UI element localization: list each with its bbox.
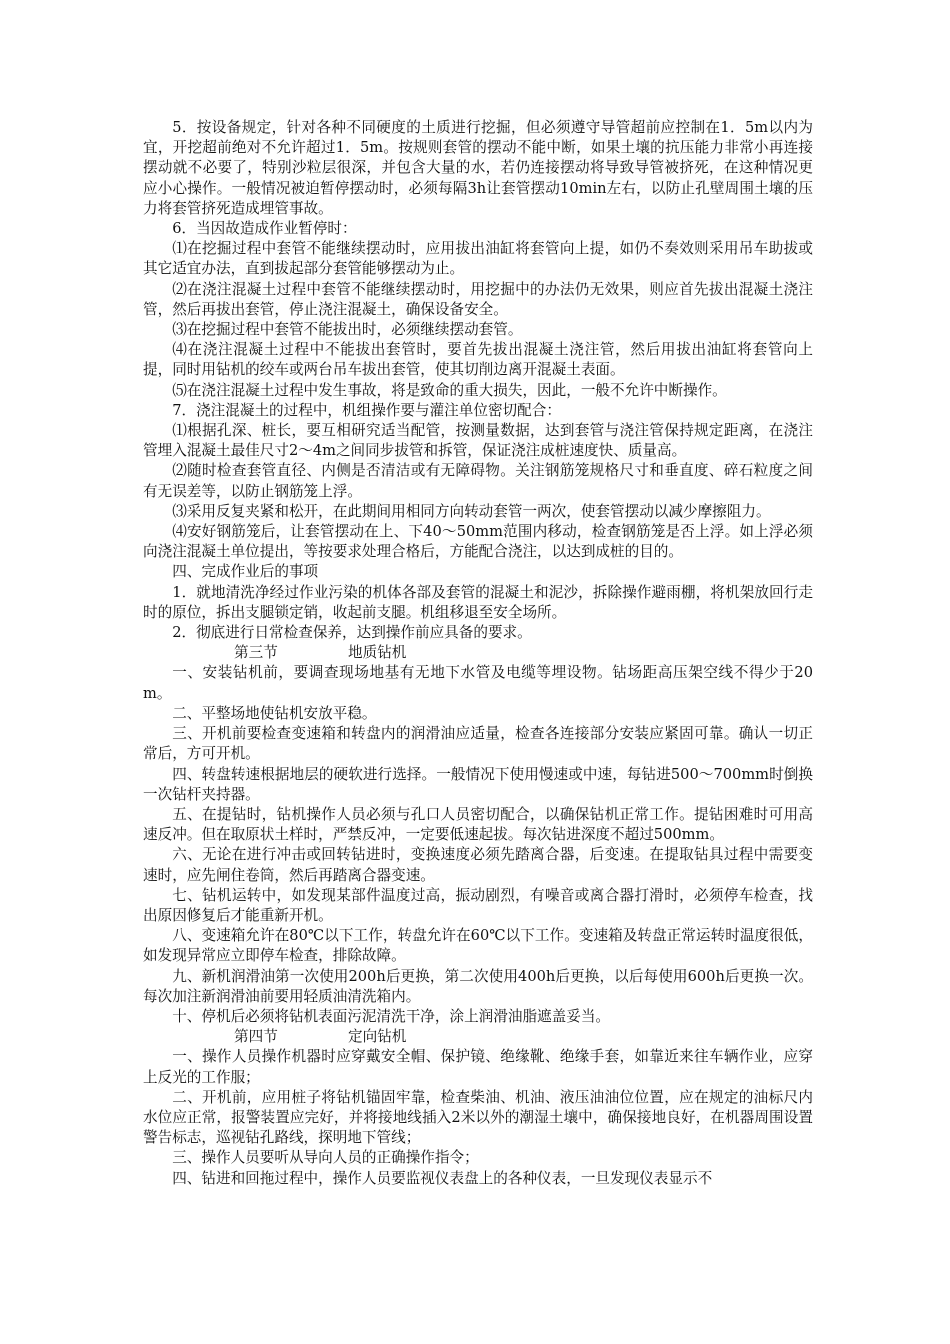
paragraph: 三、开机前要检查变速箱和转盘内的润滑油应适量，检查各连接部分安装应紧固可靠。确认一切正常后，方可开机。 — [143, 725, 813, 763]
paragraph: ⑵随时检查套管直径、内侧是否清洁或有无障碍物。关注钢筋笼规格尺寸和垂直度、碎石粒度之间有无误差等，以防止钢筋笼上浮。 — [143, 462, 813, 500]
paragraph: 二、平整场地使钻机安放平稳。 — [172, 704, 377, 722]
paragraph: 四、钻进和回拖过程中，操作人员要监视仪表盘上的各种仪表，一旦发现仪表显示不 — [172, 1169, 713, 1187]
paragraph: 1．就地清洗净经过作业污染的机体各部及套管的混凝土和泥沙，拆除操作避雨棚，将机架放回行走时的原位，拆出支腿锁定销，收起前支腿。机组移退至安全场所。 — [143, 583, 813, 621]
paragraph: 八、变速箱允许在80℃以下工作，转盘允许在60℃以下工作。变速箱及转盘正常运转时温度很低，如发现异常应立即停车检查，排除故障。 — [143, 927, 813, 965]
paragraph: 五、在提钻时，钻机操作人员必须与孔口人员密切配合，以确保钻机正常工作。提钻困难时可用高速反冲。但在取原状土样时，严禁反冲，一定要低速起拔。每次钻进深度不超过500mm。 — [143, 805, 813, 844]
section-name: 地质钻机 — [348, 644, 407, 662]
document-page — [143, 118, 813, 1189]
paragraph: 七、钻机运转中，如发现某部件温度过高，振动剧烈，有噪音或离合器打滑时，必须停车检查，找出原因修复后才能重新开机。 — [143, 886, 813, 924]
section-title — [143, 643, 813, 663]
paragraph: 四、转盘转速根据地层的硬软进行选择。一般情况下使用慢速或中速，每钻进500～700mm时倒换一次钻杆夹持器。 — [143, 765, 813, 803]
paragraph: 7．浇注混凝土的过程中，机组操作要与灌注单位密切配合： — [172, 401, 561, 419]
paragraph: ⑴根据孔深、桩长，要互相研究适当配管，按测量数据，达到套管与浇注管保持规定距离，在浇注管埋入混凝土最佳尺寸2～4m之间同步拔管和拆管，保证浇注成桩速度快、质量高。 — [143, 422, 813, 460]
paragraph: 5．按设备规定，针对各种不同硬度的土质进行挖掘，但必须遵守导管超前应控制在1．5m以内为宜，开挖超前绝对不允许超过1．5m。按规则套管的摆动不能中断，如果土壤的抗压能力非常小再连接摆动就不必要了，特别沙粒层很深，并包含大量的水，若仍连接摆动将导致导管被挤死，在这种情况更应小心操作。一般情况被迫暂停摆动时，必须每隔3h让套管摆动10min左右，以防止孔壁周围土壤的压力将套管挤死造成埋管事故。 — [143, 119, 813, 217]
paragraph: 六、无论在进行冲击或回转钻进时，变换速度必须先踏离合器，后变速。在提取钻具过程中需要变速时，应先闸住卷筒，然后再踏离合器变速。 — [143, 846, 813, 884]
section-number: 第三节 — [234, 644, 278, 662]
paragraph: 三、操作人员要听从导向人员的正确操作指令； — [172, 1149, 479, 1167]
section-number: 第四节 — [234, 1028, 278, 1046]
paragraph: 九、新机润滑油第一次使用200h后更换，第二次使用400h后更换，以后每使用600h后更换一次。每次加注新润滑油前要用轻质油清洗箱内。 — [143, 967, 813, 1005]
paragraph: 6．当因故造成作业暂停时： — [172, 220, 357, 238]
section-heading: 四、完成作业后的事项 — [172, 563, 319, 581]
paragraph: ⑶在挖掘过程中套管不能拔出时，必须继续摆动套管。 — [172, 321, 523, 339]
paragraph: 2．彻底进行日常检查保养，达到操作前应具备的要求。 — [172, 624, 532, 642]
paragraph: ⑷安好钢筋笼后，让套管摆动在上、下40～50mm范围内移动，检查钢筋笼是否上浮。如上浮必须向浇注混凝土单位提出，等按要求处理合格后，方能配合浇注，以达到成桩的目的。 — [143, 523, 813, 561]
paragraph: 一、操作人员操作机器时应穿戴安全帽、保护镜、绝缘靴、绝缘手套，如靠近来往车辆作业，应穿上反光的工作服； — [143, 1048, 813, 1086]
paragraph: ⑶采用反复夹紧和松开，在此期间用相同方向转动套管一两次，使套管摆动以减少摩擦阻力。 — [172, 502, 771, 520]
paragraph: ⑸在浇注混凝土过程中发生事故，将是致命的重大损失，因此，一般不允许中断操作。 — [172, 381, 727, 399]
paragraph: 二、开机前，应用桩子将钻机锚固牢靠，检查柴油、机油、液压油油位位置，应在规定的油标尺内水位应正常，报警装置应完好，并将接地线插入2米以外的潮湿土壤中，确保接地良好，在机器周围设置警告标志，巡视钻孔路线，探明地下管线； — [143, 1088, 813, 1147]
paragraph: 十、停机后必须将钻机表面污泥清洗干净，涂上润滑油脂遮盖妥当。 — [172, 1007, 611, 1025]
section-name: 定向钻机 — [348, 1028, 407, 1046]
paragraph: 一、安装钻机前，要调查现场地基有无地下水管及电缆等埋设物。钻场距高压架空线不得少于20m。 — [143, 664, 813, 702]
paragraph: ⑴在挖掘过程中套管不能继续摆动时，应用拔出油缸将套管向上提，如仍不奏效则采用吊车助拔或其它适宜办法，直到拔起部分套管能够摆动为止。 — [143, 240, 813, 278]
paragraph: ⑷在浇注混凝土过程中不能拔出套管时，要首先拔出混凝土浇注管，然后用拔出油缸将套管向上提，同时用钻机的绞车或两台吊车拔出套管，使其切削边离开混凝土表面。 — [143, 341, 813, 379]
section-title — [143, 1027, 813, 1047]
paragraph: ⑵在浇注混凝土过程中套管不能继续摆动时，用挖掘中的办法仍无效果，则应首先拔出混凝土浇注管，然后再拔出套管，停止浇注混凝土，确保设备安全。 — [143, 280, 813, 318]
